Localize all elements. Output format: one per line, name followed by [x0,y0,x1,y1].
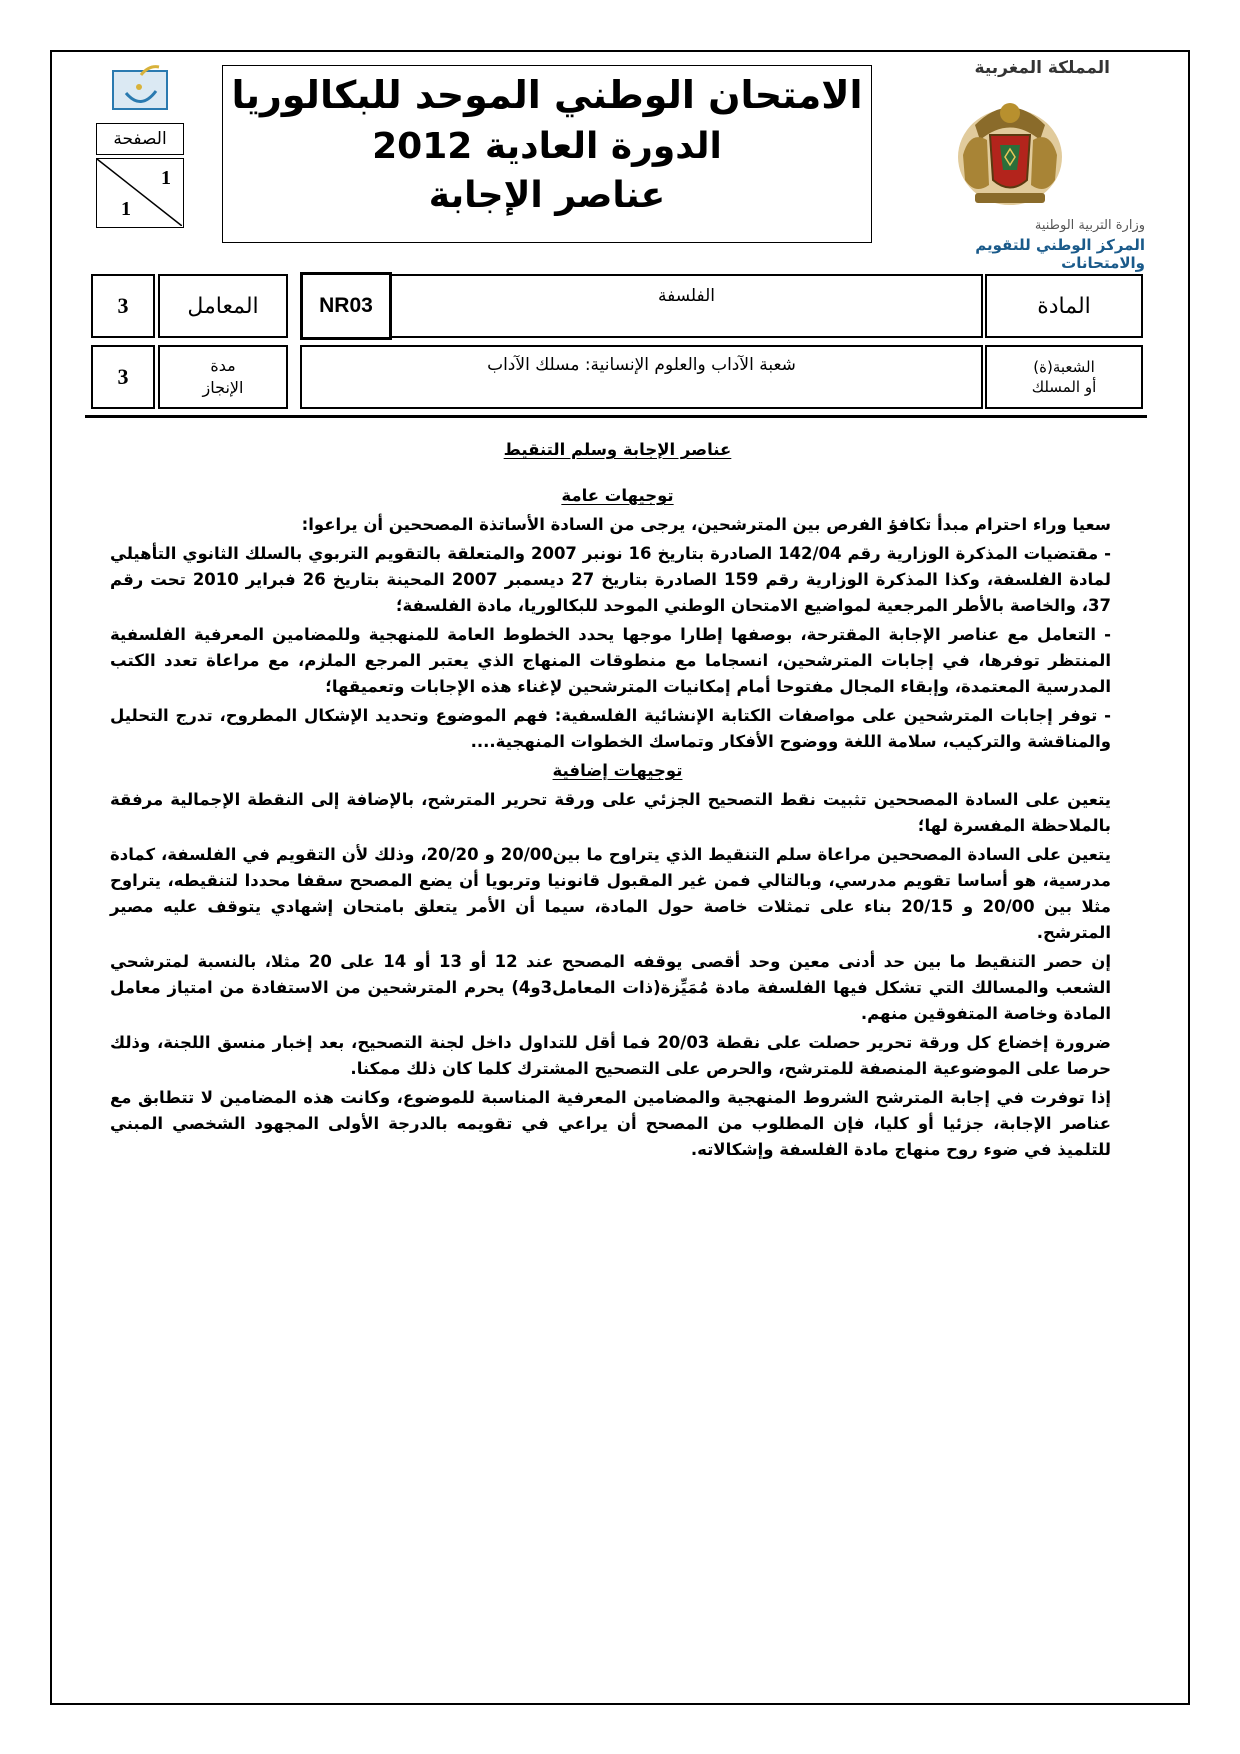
subject-label: المادة [985,274,1143,338]
page-indicator [96,123,184,228]
main-heading: عناصر الإجابة وسلم التنقيط [503,440,732,459]
session-title: الدورة العادية 2012 [372,125,722,167]
additional-guidelines-heading: توجيهات إضافية [552,761,683,780]
branch-label: الشعبة(ة) أو المسلك [985,345,1143,409]
guideline-paragraph: يتعين على السادة المصححين مراعاة سلم التنقيط الذي يتراوح ما بين20/00 و 20/20، وذلك لأن التقويم في الفلسفة، كمادة مدرسية، هو أساسا تقويم مدرسي، وبالتالي فمن غير المقبول قانونيا وتربويا أن يضع المصحح سقفا محددا لتنقيطه، يتراوح مثلا بين 20/00 و 20/15 بناء على تمثلات خاصة حول المادة، سيما أن الأمر يتعلق بامتحان إشهادي يتوقف عليه مصير المترشح. [110,845,1111,942]
coat-of-arms-icon [945,85,1075,215]
page-number: 1 [161,167,171,189]
guideline-paragraph: ضرورة إخضاع كل ورقة تحرير حصلت على نقطة 20/03 فما أقل للتداول داخل لجنة التصحيح، بعد إخبار منسق اللجنة، وذلك حرصا على الموضوعية المنصفة للمترشح، والحرص على التصحيح المشترك كلما كان ذلك ممكنا. [110,1033,1112,1078]
general-guidelines-heading: توجيهات عامة [561,486,674,505]
table-divider [85,415,1147,418]
center-logo-icon [111,63,171,113]
duration-label: مدة الإنجاز [158,345,288,409]
coefficient-value: 3 [91,274,155,338]
general-intro: سعيا وراء احترام مبدأ تكافؤ الفرص بين المترشحين، يرجى من السادة الأساتذة المصححين أن يراعوا: [301,515,1111,534]
exam-center-name: المركز الوطني للتقويم والامتحانات [975,236,1145,272]
exam-title-box [222,65,872,243]
guideline-paragraph: إن حصر التنقيط ما بين حد أدنى معين وحد أقصى يوقفه المصحح عند 12 أو 13 أو 14 على 20 مثلا، بالنسبة لمترشحي الشعب والمسالك التي تشكل فيها الفلسفة مادة مُمَيِّزة(ذات المعامل3و4) يحرم المترشحين من الاستفادة من امتياز معامل المادة وخاصة المتفوقين منهم. [110,952,1111,1023]
ministry-name: وزارة التربية الوطنية [1034,218,1145,233]
country-name: المملكة المغربية [974,58,1110,78]
subject-value: الفلسفة [390,274,983,338]
branch-value: شعبة الآداب والعلوم الإنسانية: مسلك الآداب [300,345,983,409]
guideline-bullet: - التعامل مع عناصر الإجابة المقترحة، بوصفها إطارا موجها يحدد الخطوط العامة للمنهجية وللمضامين المعرفية الفلسفية المنتظر توفرها، في إجابات المترشحين، انسجاما مع منطوقات المنهاج الذي يعتبر المرجع الملزم، مع مراعاة تعدد الكتب المدرسية المعتمدة، وإبقاء المجال مفتوحا أمام إمكانيات المترشحين لإغناء هذه الإجابات وتعميقها؛ [110,625,1111,696]
guideline-bullet: - مقتضيات المذكرة الوزارية رقم 142/04 الصادرة بتاريخ 16 نونبر 2007 والمتعلقة بالتقويم التربوي بالسلك الثانوي التأهيلي لمادة الفلسفة، وكذا المذكرة الوزارية رقم 159 الصادرة بتاريخ 27 ديسمبر 2007 المحينة بتاريخ 26 فبراير 2010 تحت رقم 37، والخاصة بالأطر المرجعية لمواضيع الامتحان الوطني الموحد للبكالوريا، مادة الفلسفة؛ [110,544,1111,615]
guideline-paragraph: إذا توفرت في إجابة المترشح الشروط المنهجية والمضامين المعرفية المناسبة للموضوع، وكانت هذه المضامين لا تتطابق مع عناصر الإجابة، جزئيا أو كليا، فإن المطلوب من المصحح أن يراعي في تقويمه بالدرجة الأولى المجهود الشخصي المبني للتلميذ في ضوء روح منهاج مادة الفلسفة وإشكالاته. [110,1088,1111,1159]
guideline-paragraph: يتعين على السادة المصححين تثبيت نقط التصحيح الجزئي على ورقة تحرير المترشح، بالإضافة إلى النقطة الإجمالية مرفقة بالملاحظة المفسرة لها؛ [110,790,1111,835]
duration-value: 3 [91,345,155,409]
answer-key-title: عناصر الإجابة [428,175,666,217]
guideline-bullet: - توفر إجابات المترشحين على مواصفات الكتابة الإنشائية الفلسفية: فهم الموضوع وتحديد الإشكال المطروح، تدرج التحليل والمناقشة والتركيب، سلامة اللغة ووضوح الأفكار وتماسك الخطوات المنهجية.... [110,706,1111,751]
page-label: الصفحة [96,123,184,155]
answer-guidelines [110,437,1125,1166]
subject-code: NR03 [300,272,392,340]
coefficient-label: المعامل [158,274,288,338]
page-number-cell [96,158,184,228]
page-total: 1 [121,198,131,220]
exam-title: الامتحان الوطني الموحد للبكالوريا [231,73,863,117]
